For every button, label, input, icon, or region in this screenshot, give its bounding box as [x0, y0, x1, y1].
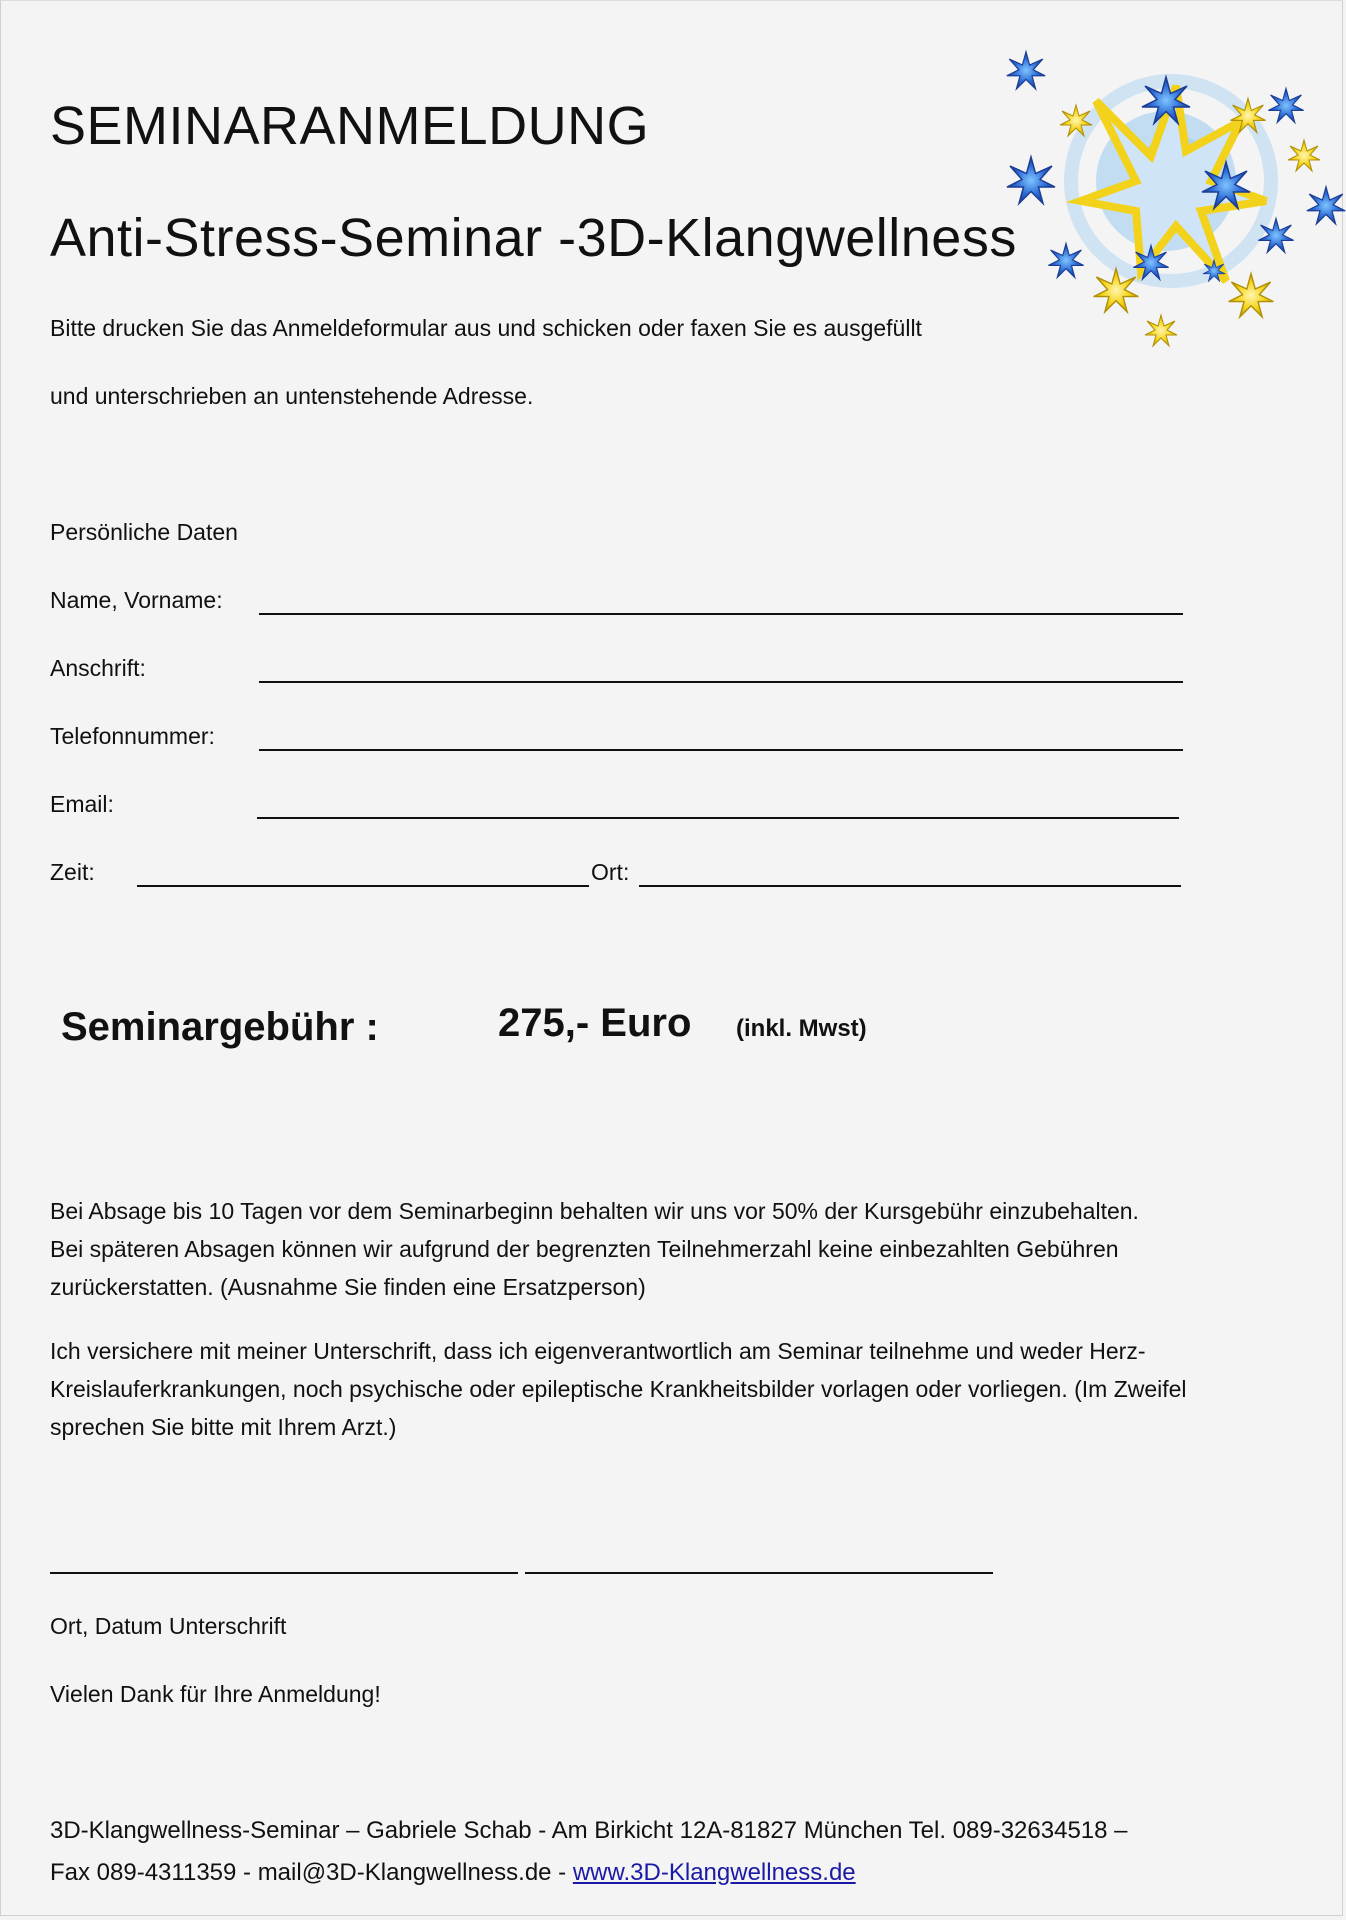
declaration-line-2: Kreislauferkrankungen, noch psychische oder epileptische Krankheitsbilder vorlagen oder vorliegen. (Im Zweifel	[50, 1376, 1187, 1402]
footer-address-line: 3D-Klangwellness-Seminar – Gabriele Schab - Am Birkicht 12A-81827 München Tel. 089-32634518 –	[50, 1817, 1128, 1844]
name-field-label: Name, Vorname:	[50, 587, 223, 613]
intro-text-line-1: Bitte drucken Sie das Anmeldeformular aus und schicken oder faxen Sie es ausgefüllt	[50, 315, 922, 341]
thanks-text: Vielen Dank für Ihre Anmeldung!	[50, 1681, 381, 1707]
address-input-line[interactable]	[259, 681, 1183, 683]
phone-input-line[interactable]	[259, 749, 1183, 751]
intro-text-line-2: und unterschrieben an untenstehende Adresse.	[50, 383, 534, 409]
footer-contact-line	[50, 1861, 856, 1885]
place-field-label: Ort:	[591, 859, 630, 885]
fee-label: Seminargebühr :	[61, 1005, 379, 1049]
place-input-line[interactable]	[639, 885, 1181, 887]
declaration-line-3: sprechen Sie bitte mit Ihrem Arzt.)	[50, 1414, 397, 1440]
page-title: SEMINARANMELDUNG	[50, 96, 650, 156]
fee-vat-note: (inkl. Mwst)	[736, 1015, 867, 1042]
cancellation-line-1: Bei Absage bis 10 Tagen vor dem Seminarbeginn behalten wir uns vor 50% der Kursgebühr einzubehalten.	[50, 1198, 1139, 1224]
stars-burst-logo-icon	[986, 41, 1346, 351]
cancellation-line-2: Bei späteren Absagen können wir aufgrund der begrenzten Teilnehmerzahl keine einbezahlten Gebühren	[50, 1236, 1119, 1262]
email-input-line[interactable]	[257, 817, 1179, 819]
seminar-subtitle: Anti-Stress-Seminar -3D-Klangwellness	[50, 208, 1017, 268]
footer-fax-email: Fax 089-4311359 - mail@3D-Klangwellness.de -	[50, 1859, 573, 1886]
personal-data-heading: Persönliche Daten	[50, 519, 238, 545]
email-field-label: Email:	[50, 791, 114, 817]
time-field-label: Zeit:	[50, 859, 95, 885]
signature-line[interactable]	[525, 1572, 993, 1574]
website-link[interactable]: www.3D-Klangwellness.de	[572, 1859, 856, 1886]
place-date-signature-line[interactable]	[50, 1572, 518, 1574]
time-input-line[interactable]	[137, 885, 589, 887]
cancellation-line-3: zurückerstatten. (Ausnahme Sie finden eine Ersatzperson)	[50, 1274, 646, 1300]
declaration-line-1: Ich versichere mit meiner Unterschrift, dass ich eigenverantwortlich am Seminar teilnehme und weder Herz-	[50, 1338, 1146, 1364]
phone-field-label: Telefonnummer:	[50, 723, 215, 749]
signature-caption: Ort, Datum Unterschrift	[50, 1613, 287, 1639]
address-field-label: Anschrift:	[50, 655, 146, 681]
name-input-line[interactable]	[259, 613, 1183, 615]
fee-amount: 275,- Euro	[498, 1001, 692, 1045]
